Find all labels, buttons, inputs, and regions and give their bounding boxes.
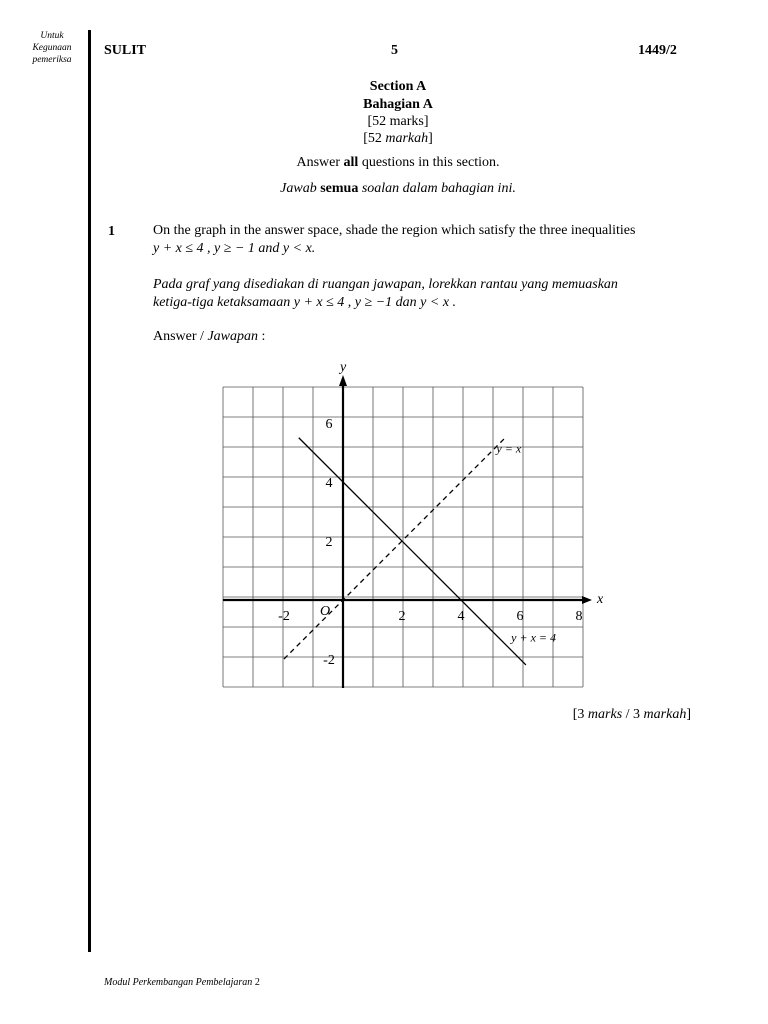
marks-text: ] — [686, 707, 691, 722]
instruction-text: Answer — [296, 155, 344, 170]
question-line-text: ketiga-tiga ketaksamaan — [153, 295, 294, 310]
line-y-plus-x-equals-4 — [299, 438, 526, 665]
x-tick-label: -2 — [278, 609, 290, 624]
x-tick-label: 2 — [398, 609, 406, 624]
answer-label-text: : — [258, 329, 266, 344]
instruction-text: questions in this section. — [358, 155, 500, 170]
instruction-emphasis: semua — [316, 181, 362, 196]
footer-number: 2 — [252, 977, 260, 988]
marks-text: [52 — [363, 131, 386, 146]
marks-text: markah — [643, 707, 687, 722]
examiner-note-line: Kegunaan — [32, 43, 72, 53]
question-marks — [573, 707, 691, 723]
examiner-note-line: pemeriksa — [32, 55, 72, 65]
x-tick-label: 8 — [575, 609, 583, 624]
page-footer — [104, 977, 260, 988]
line-y-equals-x — [284, 438, 505, 659]
x-axis-arrow — [582, 596, 592, 604]
line-label: y = x — [496, 441, 522, 456]
header-classification: SULIT — [104, 43, 147, 58]
y-tick-label: 6 — [325, 417, 333, 432]
marks-text: ] — [428, 131, 433, 146]
y-tick-label: 2 — [325, 535, 333, 550]
question-line: Pada graf yang disediakan di ruangan jawapan, lorekkan rantau yang memuaskan — [153, 277, 618, 292]
section-title-malay: Bahagian A — [363, 97, 433, 112]
instruction-text: soalan dalam bahagian ini. — [361, 181, 516, 196]
footer-text: Modul Perkembangan Pembelajaran — [104, 977, 253, 988]
question-line: On the graph in the answer space, shade the region which satisfy the three inequalities — [153, 223, 636, 238]
answer-label-text: Jawapan — [207, 329, 258, 344]
section-marks: [52 marks] — [367, 114, 429, 129]
answer-label-text: Answer / — [153, 329, 208, 344]
question-number: 1 — [108, 224, 115, 239]
question-inequalities: y + x ≤ 4 , y ≥ −1 dan y < x . — [293, 295, 457, 310]
marks-text: / 3 — [622, 707, 644, 722]
x-tick-label: 6 — [516, 609, 524, 624]
y-axis-label: y — [340, 360, 347, 375]
marks-text: [3 — [572, 707, 588, 722]
y-axis-arrow — [339, 375, 347, 386]
graph-lines — [284, 438, 526, 665]
origin-label: O — [320, 604, 331, 619]
x-axis-label: x — [597, 592, 604, 607]
line-label: y + x = 4 — [511, 630, 557, 645]
page-number: 5 — [391, 43, 398, 58]
examiner-note-line: Untuk — [40, 31, 64, 41]
instruction-text: Jawab — [280, 181, 317, 196]
instruction-emphasis: all — [343, 155, 359, 170]
graph-labels — [278, 360, 604, 668]
section-title: Section A — [369, 79, 427, 94]
y-tick-label: 4 — [325, 476, 333, 491]
question-inequalities: y + x ≤ 4 , y ≥ − 1 and y < x. — [153, 241, 316, 256]
paper-code: 1449/2 — [638, 43, 677, 58]
marks-text: marks — [587, 707, 623, 722]
x-tick-label: 4 — [457, 609, 465, 624]
y-tick-label: -2 — [323, 653, 335, 668]
marks-word: markah — [385, 131, 429, 146]
